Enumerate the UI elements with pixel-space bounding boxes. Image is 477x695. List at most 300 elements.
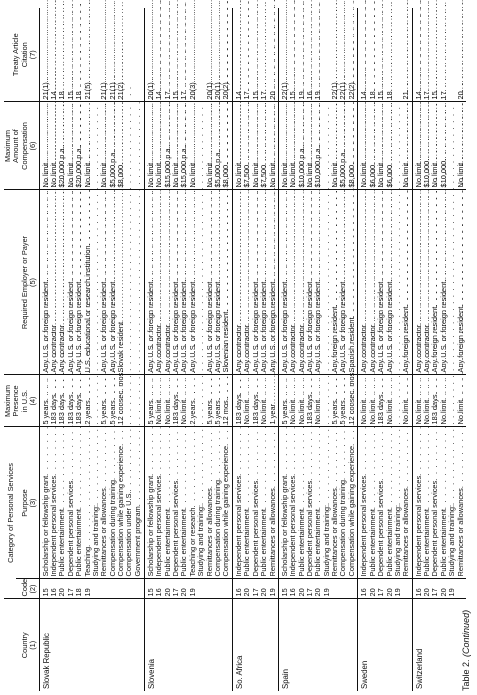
compensation-cell: [358, 102, 412, 190]
presence-cell: [412, 375, 466, 427]
cell-line: $5,000 p.a. . . .: [214, 104, 222, 187]
cell-line: Remittances or allowances . . .: [269, 429, 277, 576]
cell-line: No limit . . .: [252, 104, 260, 187]
header-compensation: Maximum Amount of Compensation (6): [4, 102, 39, 190]
country-name: Slovak Republic: [39, 599, 144, 691]
cell-line: Public entertainment . . .: [423, 429, 431, 576]
cell-line: No limit . . .: [314, 377, 322, 424]
cell-line: Remittances or allowances . . .: [206, 429, 214, 576]
header-category: Category of Personal Services: [4, 427, 16, 599]
cell-line: 183 days . . .: [67, 377, 75, 424]
header-code: Code (2): [16, 579, 39, 599]
cell-line: 17: [421, 91, 431, 100]
cell-line: Dependent personal services . . .: [67, 429, 75, 576]
cell-line: Spanish resident . . .: [348, 192, 356, 372]
cell-line: 19: [187, 588, 197, 597]
cell-line: No limit . . .: [402, 377, 410, 424]
cell-line: 15: [288, 91, 298, 100]
cell-line: No limit . . .: [235, 104, 243, 187]
cell-line: 15: [279, 588, 289, 597]
cell-line: 5 years . . .: [147, 377, 155, 424]
table-body: [39, 8, 466, 691]
cell-line: 5 years . . .: [281, 377, 289, 424]
cell-line: Teaching or research . . .: [189, 429, 197, 576]
cell-line: 183 days . . .: [58, 377, 66, 424]
cell-line: 14: [48, 91, 58, 100]
cell-line: Any contractor . . .: [289, 192, 297, 372]
cell-line: Slovak resident . . .: [117, 192, 125, 372]
tax-treaty-table: [4, 8, 466, 691]
cell-line: Any U.S. or foreign resident . . .: [206, 192, 214, 372]
cell-line: $5,000 p.a. . . .: [339, 104, 347, 187]
cell-line: U.S. educational or research institution . . .: [84, 192, 92, 372]
cell-line: Compensation while gaining experience . . .: [117, 429, 125, 576]
cell-line: No limit . . .: [289, 104, 297, 187]
cell-line: 20: [259, 588, 269, 597]
header-employer: Required Employer or Payer (5): [4, 190, 39, 375]
cell-line: $6,000 . . .: [369, 104, 377, 187]
cell-line: Any foreign resident . . .: [431, 192, 439, 372]
header-presence: Maximum Presence in U.S. (4): [4, 375, 39, 427]
purpose-cell: [278, 427, 358, 579]
employer-cell: [278, 190, 358, 375]
cell-line: Any contractor . . .: [58, 192, 66, 372]
cell-line: Any U.S. or foreign resident . . .: [440, 192, 448, 372]
cell-line: Public entertainment . . .: [75, 429, 83, 576]
cell-line: Independent personal services . . .: [415, 429, 423, 576]
cell-line: 16: [359, 588, 369, 597]
cell-line: No limit . . .: [172, 104, 180, 187]
presence-cell: [233, 375, 279, 427]
code-cell: [144, 579, 232, 599]
cell-line: Public entertainment . . .: [298, 429, 306, 576]
table-row: [358, 8, 412, 691]
country-name: Spain: [278, 599, 358, 691]
cell-line: No limit . . .: [440, 377, 448, 424]
cell-line: 183 days . . .: [50, 377, 58, 424]
cell-line: No limit . . .: [457, 377, 465, 424]
cell-line: No limit . . .: [180, 377, 188, 424]
compensation-cell: [233, 102, 279, 190]
cell-line: 19: [296, 91, 306, 100]
cell-line: Independent personal services . . .: [155, 429, 163, 576]
cell-line: 20: [267, 91, 277, 100]
compensation-cell: [412, 102, 466, 190]
cell-line: Independent personal services . . .: [289, 429, 297, 576]
cell-line: 16: [288, 588, 298, 597]
cell-line: 12 consec. mos.: [116, 370, 126, 425]
employer-cell: [233, 190, 279, 375]
cell-line: 17: [179, 91, 189, 100]
cell-line: $20,000 p.a. . . .: [58, 104, 66, 187]
table-row: [39, 8, 144, 691]
employer-cell: [412, 190, 466, 375]
cell-line: 183 days . . .: [431, 377, 439, 424]
cell-line: 17: [162, 91, 172, 100]
cell-line: Any contractor . . .: [415, 192, 423, 372]
cell-line: 22(2): [346, 82, 356, 100]
cell-line: 18: [57, 91, 67, 100]
cell-line: $7,500 . . .: [260, 104, 268, 187]
presence-cell: [358, 375, 412, 427]
cell-line: 18: [384, 91, 394, 100]
cell-line: 18: [74, 588, 84, 597]
cell-line: No limit . . .: [100, 104, 108, 187]
cell-line: $8,000 . . .: [348, 104, 356, 187]
cell-line: Scholarship or fellowship grant . . .: [281, 429, 289, 576]
cell-line: Any contractor . . .: [235, 192, 243, 372]
cell-line: Public entertainment . . .: [440, 429, 448, 576]
cell-line: Dependent personal services . . .: [431, 429, 439, 576]
cell-line: 19: [313, 91, 323, 100]
purpose-cell: [358, 427, 412, 579]
cell-line: Scholarship or fellowship grant . . .: [147, 429, 155, 576]
cell-line: No limit . . .: [42, 104, 50, 187]
cell-line: Public entertainment . . .: [180, 429, 188, 576]
cell-line: 14: [154, 91, 164, 100]
cell-line: Any U.S. or foreign resident . . .: [386, 192, 394, 372]
cell-line: No limit . . .: [155, 377, 163, 424]
cell-line: No limit . . .: [431, 104, 439, 187]
cell-line: Any U.S. or foreign resident . . .: [269, 192, 277, 372]
cell-line: Any U.S. or foreign resident . . .: [252, 192, 260, 372]
cell-line: Compensation during training . . .: [109, 429, 117, 576]
cell-line: 20: [296, 588, 306, 597]
cell-line: Dependent personal services . . .: [252, 429, 260, 576]
cell-line: Any contractor . . .: [423, 192, 431, 372]
cell-line: No limit . . .: [306, 104, 314, 187]
cell-line: Studying and training: . . .: [394, 429, 402, 576]
cell-line: 20: [162, 588, 172, 597]
cell-line: Compensation while gaining experience . . .: [222, 429, 230, 576]
cell-line: Public entertainment . . .: [369, 429, 377, 576]
cell-line: Any U.S. or foreign resident . . .: [100, 192, 108, 372]
header-country: Country (1): [19, 632, 38, 659]
table-row: [144, 8, 232, 691]
table-row: [278, 8, 358, 691]
cell-line: 20(1): [145, 82, 155, 100]
cell-line: No limit . . .: [281, 104, 289, 187]
cell-line: No limit . . .: [260, 377, 268, 424]
cell-line: Any U.S. or foreign resident . . .: [260, 192, 268, 372]
cell-line: 21(2): [116, 82, 126, 100]
cell-line: 5 years . . .: [206, 377, 214, 424]
cell-line: 20(3): [187, 82, 197, 100]
employer-cell: [144, 190, 232, 375]
cell-line: Any U.S. or foreign resident . . .: [189, 192, 197, 372]
cell-line: 12 mos. . . .: [222, 377, 230, 424]
cell-line: 18: [367, 91, 377, 100]
cell-line: 14: [413, 91, 423, 100]
cell-line: 19: [447, 588, 457, 597]
cell-line: No limit . . .: [164, 377, 172, 424]
cell-line: 20: [242, 588, 252, 597]
cell-line: $8,000 . . .: [222, 104, 230, 187]
country-name: Sweden: [358, 599, 412, 691]
cell-line: $15,000 p.a. . . .: [180, 104, 188, 187]
cell-line: 14: [359, 91, 369, 100]
cell-line: Public entertainment . . .: [58, 429, 66, 576]
cell-line: 20: [313, 588, 323, 597]
cell-line: Any contractor . . .: [243, 192, 251, 372]
cell-line: Dependent personal services . . .: [172, 429, 180, 576]
cell-line: 20: [384, 588, 394, 597]
cell-line: 5 years . . .: [331, 377, 339, 424]
cell-line: Dependent personal services . . .: [377, 429, 385, 576]
cell-line: Any U.S. or foreign resident . . .: [339, 192, 347, 372]
cell-line: No limit . . .: [423, 377, 431, 424]
cell-line: 14: [234, 91, 244, 100]
cell-line: 18: [74, 91, 84, 100]
cell-line: 15: [171, 91, 181, 100]
cell-line: 22(1): [338, 82, 348, 100]
cell-line: Remittances or allowances . . .: [100, 429, 108, 576]
cell-line: 2 years . . .: [189, 377, 197, 424]
caption-continued: (Continued): [461, 609, 471, 657]
cell-line: No limit . . .: [331, 104, 339, 187]
cell-line: Remittances or allowances . . .: [402, 429, 410, 576]
cell-line: 17: [376, 588, 386, 597]
cell-line: 17: [259, 91, 269, 100]
cell-line: Any U.S. or foreign resident . . .: [75, 192, 83, 372]
cell-line: 17: [171, 588, 181, 597]
cell-line: 17: [304, 588, 314, 597]
cell-line: No limit . . .: [415, 104, 423, 187]
cell-line: 17: [242, 91, 252, 100]
cell-line: Remittances or allowances . . .: [331, 429, 339, 576]
cell-line: Any U.S. or foreign resident . . .: [109, 192, 117, 372]
cell-line: Compensation during training . . .: [339, 429, 347, 576]
cell-line: Scholarship or fellowship grant . . .: [42, 429, 50, 576]
cell-line: $5,000 p.a. . . .: [109, 104, 117, 187]
cell-line: 15: [65, 91, 75, 100]
cell-line: No limit . . .: [67, 104, 75, 187]
cell-line: [92, 582, 100, 597]
cell-line: No limit . . .: [377, 104, 385, 187]
cell-line: 15: [40, 588, 50, 597]
cell-line: Slovenian resident . . .: [222, 192, 230, 372]
cell-line: 21: [401, 91, 411, 100]
cell-line: 15: [250, 91, 260, 100]
country-name: So. Africa: [233, 599, 279, 691]
cell-line: Any U.S. or foreign resident . . .: [147, 192, 155, 372]
header-purpose: Purpose (3): [16, 427, 39, 579]
cell-line: 20: [57, 588, 67, 597]
cell-line: Any contractor . . .: [164, 192, 172, 372]
cell-line: Compensation while gaining experience . . .: [348, 429, 356, 576]
cell-line: 17: [65, 588, 75, 597]
presence-cell: [144, 375, 232, 427]
cell-line: 183 days . . .: [75, 377, 83, 424]
table-row: [233, 8, 279, 691]
cell-line: 5 years . . .: [109, 377, 117, 424]
code-cell: [233, 579, 279, 599]
cell-line: 20: [438, 588, 448, 597]
cell-line: Public entertainment . . .: [243, 429, 251, 576]
cell-line: Public entertainment . . .: [260, 429, 268, 576]
cell-line: Independent personal services . . .: [235, 429, 243, 576]
cell-line: 20: [455, 91, 465, 100]
cell-line: Studying and training: . . .: [323, 429, 331, 576]
cell-line: No limit . . .: [386, 377, 394, 424]
cell-line: 16: [304, 91, 314, 100]
cell-line: 5 years . . .: [214, 377, 222, 424]
cell-line: 12 consec. mos.: [346, 370, 356, 425]
code-cell: [358, 579, 412, 599]
cell-line: 5 years . . .: [339, 377, 347, 424]
cell-line: No limit . . .: [298, 377, 306, 424]
cell-line: Public entertainment . . .: [164, 429, 172, 576]
cell-line: 16: [154, 588, 164, 597]
code-cell: [412, 579, 466, 599]
cell-line: No limit . . .: [360, 104, 368, 187]
cell-line: Independent personal services . . .: [50, 429, 58, 576]
cell-line: 183 days . . .: [252, 377, 260, 424]
cell-line: Any U.S. or foreign resident . . .: [281, 192, 289, 372]
cell-line: 20(1): [212, 82, 222, 100]
cell-line: Any U.S. or foreign resident . . .: [67, 192, 75, 372]
cell-line: $20,000 p.a. . . .: [75, 104, 83, 187]
cell-line: 15: [145, 588, 155, 597]
header-treaty: Treaty Article Citation (7): [4, 8, 39, 102]
cell-line: 183 days . . .: [377, 377, 385, 424]
purpose-cell: [144, 427, 232, 579]
purpose-cell: [412, 427, 466, 579]
cell-line: Any U.S. or foreign resident . . .: [377, 192, 385, 372]
cell-line: 16: [234, 588, 244, 597]
cell-line: Any contractor . . .: [369, 192, 377, 372]
purpose-cell: [233, 427, 279, 579]
cell-line: Any contractor . . .: [298, 192, 306, 372]
cell-line: $15,000 p.a. . . .: [164, 104, 172, 187]
cell-line: $8,000 . . .: [117, 104, 125, 187]
cell-line: 20: [421, 588, 431, 597]
cell-line: $7,500 . . .: [243, 104, 251, 187]
cell-line: Studying and training: . . .: [92, 429, 100, 576]
cell-line: Any U.S. or foreign resident . . .: [172, 192, 180, 372]
cell-line: 183 days . . .: [306, 377, 314, 424]
cell-line: Public entertainment . . .: [386, 429, 394, 576]
code-cell: [39, 579, 144, 599]
cell-line: Any foreign resident . . .: [457, 192, 465, 372]
cell-line: 20(1): [204, 82, 214, 100]
cell-line: Teaching . . .: [84, 429, 92, 576]
cell-line: 15: [376, 91, 386, 100]
cell-line: No limit . . .: [84, 104, 92, 187]
cell-line: Any contractor . . .: [50, 192, 58, 372]
cell-line: 19: [321, 588, 331, 597]
cell-line: 22(1): [330, 82, 340, 100]
cell-line: [109, 582, 117, 597]
cell-line: [100, 582, 108, 597]
country-name: Switzerland: [412, 599, 466, 691]
cell-line: Any U.S. or foreign resident . . .: [180, 192, 188, 372]
purpose-cell: [39, 427, 144, 579]
cell-line: Studying and training: . . .: [197, 429, 205, 576]
cell-line: 183 days . . .: [235, 377, 243, 424]
cell-line: Any contractor . . .: [155, 192, 163, 372]
cell-line: 2 years . . .: [84, 377, 92, 424]
cell-line: No limit . . .: [155, 104, 163, 187]
cell-line: Any foreign resident . . .: [402, 192, 410, 372]
compensation-cell: [278, 102, 358, 190]
cell-line: Any U.S. or foreign resident . . .: [314, 192, 322, 372]
cell-line: $10,000 p.a. . . .: [298, 104, 306, 187]
cell-line: No limit . . .: [206, 104, 214, 187]
cell-line: 15: [430, 91, 440, 100]
cell-line: 16: [48, 588, 58, 597]
cell-line: No limit . . .: [269, 104, 277, 187]
compensation-cell: [144, 102, 232, 190]
cell-line: Studying and training: . . .: [448, 429, 456, 576]
cell-line: Any U.S. or foreign resident . . .: [214, 192, 222, 372]
cell-line: 22(1): [279, 82, 289, 100]
cell-line: Independent personal services . . .: [360, 429, 368, 576]
cell-line: [134, 10, 142, 100]
employer-cell: [358, 190, 412, 375]
presence-cell: [278, 370, 358, 427]
cell-line: $10,000 . . .: [440, 104, 448, 187]
cell-line: Remittances or allowances . . .: [457, 429, 465, 576]
cell-line: 183 days . . .: [172, 377, 180, 424]
cell-line: 5 years . . .: [42, 377, 50, 424]
cell-line: No limit . . .: [457, 104, 465, 187]
cell-line: No limit . . .: [369, 377, 377, 424]
cell-line: 17: [430, 588, 440, 597]
cell-line: Compensation under U.S. . . .: [125, 429, 133, 576]
cell-line: No limit . . .: [360, 377, 368, 424]
cell-line: 17: [250, 588, 260, 597]
cell-line: No limit . . .: [189, 104, 197, 187]
cell-line: No limit . . .: [289, 377, 297, 424]
cell-line: Any U.S. or foreign resident . . .: [306, 192, 314, 372]
cell-line: No limit . . .: [402, 104, 410, 187]
cell-line: No limit . . .: [50, 104, 58, 187]
cell-line: $10,000 p.a. . . .: [314, 104, 322, 187]
cell-line: $6,000 . . .: [386, 104, 394, 187]
cell-line: 21(5): [82, 82, 92, 100]
cell-line: 17: [438, 91, 448, 100]
cell-line: Dependent personal services . . .: [306, 429, 314, 576]
cell-line: 1 year . . .: [269, 377, 277, 424]
cell-line: 19: [267, 588, 277, 597]
cell-line: 21(1): [40, 82, 50, 100]
cell-line: $10,000 . . .: [423, 104, 431, 187]
caption-label: Table 2.: [461, 659, 471, 691]
cell-line: Any foreign resident . . .: [331, 192, 339, 372]
cell-line: 16: [413, 588, 423, 597]
cell-line: 21(1): [107, 82, 117, 100]
cell-line: 20: [179, 588, 189, 597]
cell-line: 20: [367, 588, 377, 597]
cell-line: Government program . . .: [134, 429, 142, 576]
cell-line: Public entertainment . . .: [314, 429, 322, 576]
cell-line: Any contractor . . .: [360, 192, 368, 372]
cell-line: Compensation during training . . .: [214, 429, 222, 576]
cell-line: No limit . . .: [147, 104, 155, 187]
cell-line: No limit . . .: [415, 377, 423, 424]
cell-line: 5 years . . .: [100, 377, 108, 424]
table-row: [412, 8, 466, 691]
cell-line: No limit . . .: [243, 377, 251, 424]
cell-line: 19: [393, 588, 402, 597]
cell-line: 19: [82, 588, 92, 597]
cell-line: 20(2): [221, 82, 231, 100]
code-cell: [278, 579, 358, 599]
cell-line: 21(1): [99, 82, 109, 100]
country-name: Slovenia: [144, 599, 232, 691]
cell-line: Any U.S. or foreign resident . . .: [42, 192, 50, 372]
